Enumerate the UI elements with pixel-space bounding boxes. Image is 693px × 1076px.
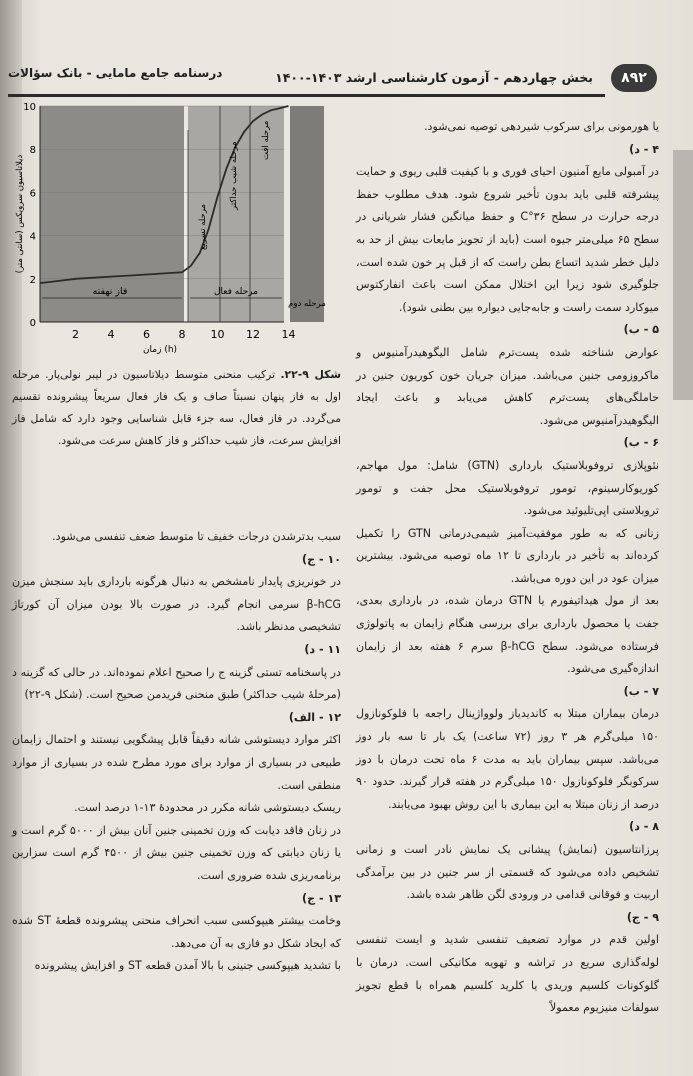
y-tick-label: 10: [23, 102, 36, 113]
deceleration-label: مرحله افت: [261, 120, 271, 160]
y-tick-label: 0: [29, 318, 36, 329]
answer-paragraph: عوارض شناخته شده پست‌ترم شامل الیگوهیدرآمنیوس و ماکروزومی جنین می‌باشد. میزان جریان خون کوریون جنین در حاملگی‌های پست‌ترم کاهش می‌یابد و باعث ایجاد الیگوهیدرآمنیوس می‌شود.: [356, 345, 659, 427]
answer-heading: ۱۱ - د): [304, 642, 341, 656]
panel-gap: [184, 106, 188, 322]
y-tick-label: 8: [29, 145, 36, 157]
x-tick-label: 14: [281, 328, 296, 341]
right-column: [356, 116, 659, 1020]
answer-paragraph: اولین قدم در موارد تضعیف تنفسی شدید و ایست تنفسی لوله‌گذاری سریع در تراشه و تهویه مکانیکی است. درمان با گلوکونات کلسیم وریدی یا کلرید کلسیم همراه با قطع تجویز سولفات منیزیوم معمولاً: [356, 933, 659, 1015]
page-header: [0, 58, 693, 98]
chapter-tab: [673, 150, 693, 400]
x-tick-label: 2: [72, 328, 79, 341]
second-stage-panel: [290, 106, 324, 322]
header-rule: [8, 94, 605, 97]
caption-text: ترکیب منحنی متوسط دیلاتاسیون در لیبر نولی‌پار. مرحله اول به فاز پنهان نسبتاً صاف و یک فاز فعال سریعاً پیشرونده تقسیم می‌گردد. در فاز فعال، سه جزء قابل شناسایی وجود دارد که شامل فاز افزایش سرعت، فاز شیب حداکثر و فاز کاهش سرعت می‌شود.: [12, 368, 341, 447]
left-column: [12, 526, 341, 978]
answer-heading: ۱۳ - ج): [302, 891, 341, 905]
answer-heading: ۵ - ب): [623, 323, 659, 337]
answer-paragraph: در پاسخنامه تستی گزینه ج را صحیح اعلام نموده‌اند. در حالی که گزینه د (مرحلهٔ شیب حداکثر) طبق منحنی فریدمن صحیح است. (شکل ۹-۲۲): [12, 665, 341, 702]
x-tick-label: 4: [107, 328, 115, 341]
latent-phase-label: فاز نهفته: [92, 286, 128, 297]
answer-paragraph: درمان بیماران مبتلا به کاندیدیاز ولوواژینال راجعه با فلوکونازول ۱۵۰ میلی‌گرم هر ۳ روز (۷۲ ساعت) یک بار تا سه بار دوز می‌باشد. سپس بیماران باید به مدت ۶ ماه تحت درمان با دوز سرکوبگر فلوکونازول ۱۵۰ میلی‌گرم در هفته قرار گیرند. حدود ۹۰ درصد از زنان مبتلا به این بیماری با این روش بهبود می‌یابند.: [356, 707, 660, 811]
y-axis-label: دیلاتاسیون سرویکس (سانتی متر): [15, 154, 25, 274]
answer-heading: ۶ - ب): [623, 436, 659, 450]
left-top-line: سبب بدترشدن درجات خفیف تا متوسط ضعف تنفسی می‌شود.: [52, 530, 341, 543]
y-tick-label: 4: [29, 231, 36, 243]
section-title: بخش چهاردهم - آزمون کارشناسی ارشد ۱۴۰۳-۱۴۰۰: [275, 70, 593, 85]
answer-paragraph: در زنان فاقد دیابت که وزن تخمینی جنین آنان بیش از ۵۰۰۰ گرم است و یا زنان دیابتی که وزن تخمینی جنین بیش از ۴۵۰۰ گرم است سزارین برنامه‌ریزی شده ضروری است.: [12, 823, 342, 882]
x-tick-label: 8: [178, 328, 186, 341]
answer-paragraph: با تشدید هیپوکسی جنینی با بالا آمدن قطعه ST و افزایش پیشرونده: [34, 959, 341, 973]
answer-paragraph: در آمبولی مایع آمنیون احیای فوری و با کیفیت قلبی ریوی و حمایت پیشرفته قلبی باید بدون تأخیر شروع شود. هدف مطلوب حفظ درجه حرارت در سطح ۳۶°C و حفظ میانگین فشار شریانی در سطح ۶۵ میلی‌متر جیوه است (باید از تجویز مایعات بیش از حد به دلیل خطر شدید اتساع بطن راست که از قبل پر خون شده است، جلوگیری شود زیرا این اختلال ممکن است باعث انفارکتوس میوکارد سمت راست و جابه‌جایی دیواره بین بطنی شود).: [356, 165, 659, 314]
caption-number: شکل ۹-۲۲.: [280, 368, 341, 381]
answer-paragraph: وخامت بیشتر هیپوکسی سبب انحراف منحنی پیشرونده قطعهٔ ST شده که ایجاد شکل دو فازی به آن می‌دهد.: [12, 914, 341, 950]
book-title: درسنامه جامع مامایی - بانک سؤالات: [8, 66, 223, 80]
second-stage-label: مرحله دوم: [288, 299, 326, 309]
x-tick-label: 10: [210, 328, 225, 341]
answer-heading: ۸ - د): [629, 820, 659, 834]
answer-paragraph: اکثر موارد دیستوشی شانه دقیقاً قابل پیشگویی نیستند و احتمال زایمان طبیعی در بسیاری از موارد برای مورد مطرح شده در بسیاری از موارد منطقی است.: [12, 733, 341, 792]
answer-paragraph: پرزانتاسیون (نمایش) پیشانی یک نمایش نادر است و زمانی تشخیص داده می‌شود که قسمتی از سر جنین در بین برآمدگی اربیت و فوقانی قدامی در ورودی لگن ظاهر شده باشد.: [356, 843, 659, 902]
labor-curve-chart: [10, 100, 328, 358]
y-tick-label: 2: [29, 274, 36, 286]
max-slope-label: مرحله شیب حداکثر: [229, 141, 239, 210]
y-tick-label: 6: [29, 188, 36, 200]
answer-paragraph: در خونریزی پایدار نامشخص به دنبال هرگونه بارداری باید سنجش میزن β-hCG سرمی انجام گیرد. در صورت بالا بودن میزان آن کورتاژ تشخیصی مدنظر باشد.: [12, 575, 341, 634]
answer-heading: ۷ - ب): [623, 684, 659, 698]
answer-paragraph: ریسک دیستوشی شانه مکرر در محدودهٔ ۱۳-۱ درصد است.: [74, 801, 341, 815]
answer-paragraph: زنانی که به طور موفقیت‌آمیز شیمی‌درمانی GTN را تکمیل کرده‌اند به تأخیر در بارداری تا ۱۲ ماه توصیه می‌شود. بیشترین میزان عود در این دوره می‌باشد.: [356, 526, 659, 585]
answer-paragraph: یا هورمونی برای سرکوب شیردهی توصیه نمی‌شود.: [424, 120, 659, 133]
figure-caption: [12, 364, 341, 452]
page-number: ۸۹۲: [611, 64, 657, 92]
answer-heading: ۱۰ - ج): [302, 552, 341, 566]
acceleration-label: مرحله تسریع: [198, 203, 208, 250]
labor-curve-figure: [10, 100, 328, 358]
x-tick-label: 6: [143, 328, 150, 341]
answer-heading: ۴ - د): [629, 142, 659, 156]
x-tick-label: 12: [246, 328, 260, 341]
answer-paragraph: نئوپلازی تروفوبلاستیک بارداری (GTN) شامل: مول مهاجم، کوریوکارسینوم، تومور تروفوبلاستیک محل جفت و تومور تروبلاستی اپی‌تلیوئید می‌شود.: [356, 458, 659, 518]
answer-heading: ۱۲ - الف): [288, 710, 341, 724]
active-phase-label: مرحله فعال: [214, 287, 258, 297]
answer-paragraph: بعد از مول هیداتیفورم یا GTN درمان شده، در بارداری بعدی، جفت یا محصول بارداری برای بررسی هنگام زایمان به پاتولوژی فرستاده می‌شود. سطح β-hCG سرم ۶ هفته بعد از زایمان اندازه‌گیری می‌شود.: [356, 594, 659, 676]
answer-heading: ۹ - ج): [626, 910, 659, 924]
x-axis-label: زمان (h): [142, 345, 178, 355]
